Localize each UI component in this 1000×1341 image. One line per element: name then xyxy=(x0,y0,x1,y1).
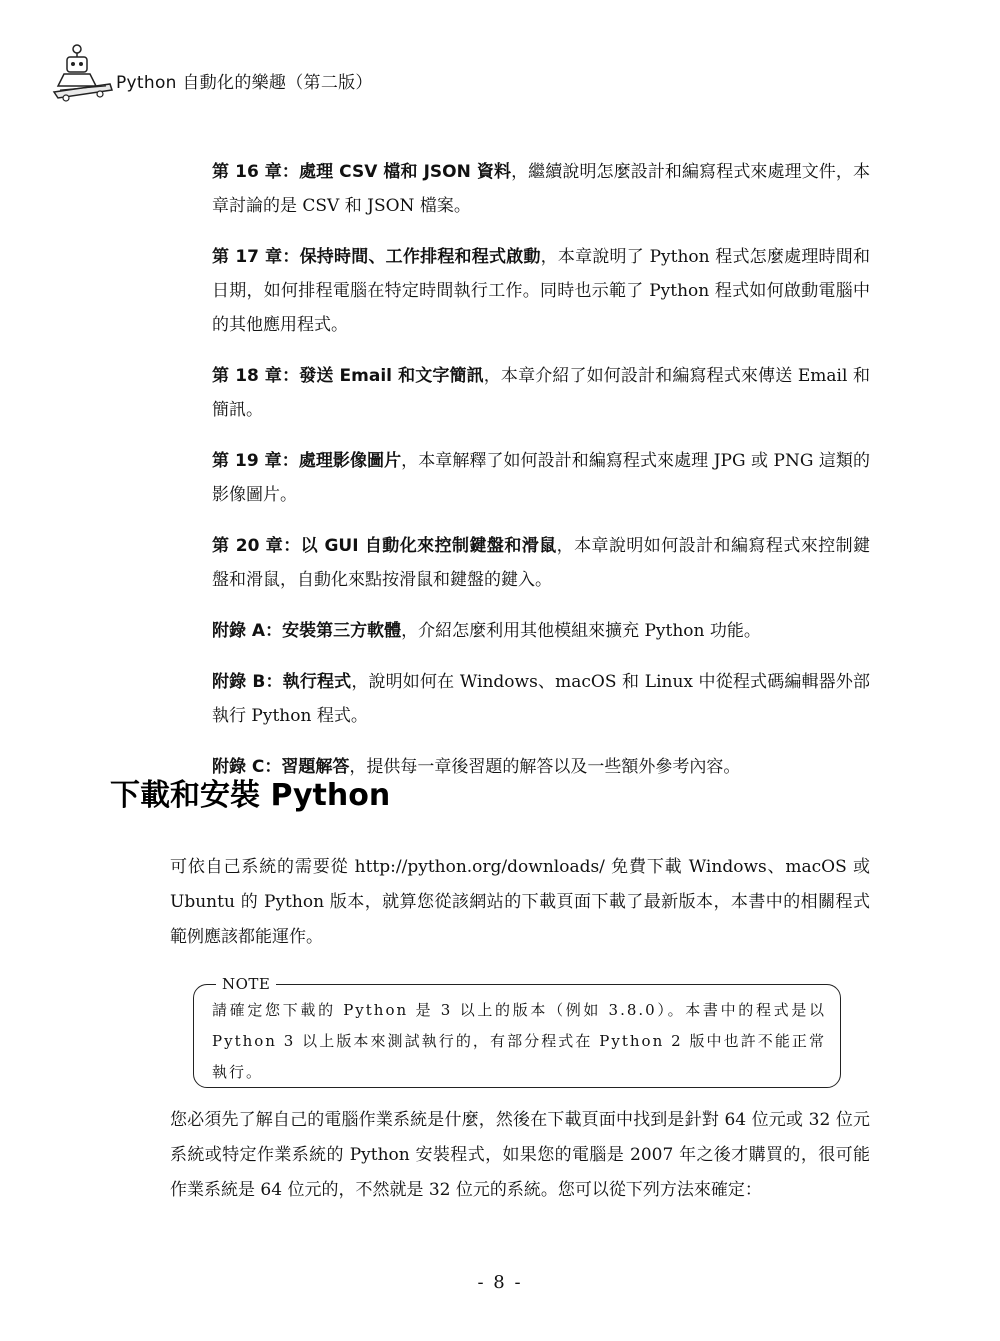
appendix-description: ，提供每一章後習題的解答以及一些額外參考內容。 xyxy=(349,757,741,777)
chapter-entry-16 xyxy=(212,155,870,223)
section-heading: 下載和安裝 Python xyxy=(110,778,391,813)
chapter-entry-18 xyxy=(212,359,870,427)
page-number: - 8 - xyxy=(477,1272,523,1293)
note-box xyxy=(193,975,841,1088)
note-text: 請確定您下載的 Python 是 3 以上的版本（例如 3.8.0）。本書中的程式是以 Python 3 以上版本來測試執行的，有部分程式在 Python 2 版中也許不能正常執行。 xyxy=(212,1001,826,1081)
chapter-heading: 第 19 章：處理影像圖片 xyxy=(212,451,402,471)
body-paragraph: 您必須先了解自己的電腦作業系統是什麼，然後在下載頁面中找到是針對 64 位元或 32 位元系統或特定作業系統的 Python 安裝程式，如果您的電腦是 2007 年之後才購買的，很可能作業系統是 64 位元的，不然就是 32 位元的系統。您可以從下列方法來確定： xyxy=(170,1110,870,1200)
chapter-description: ，本章解釋了如何設計和編寫程式來處理 JPG 或 PNG 這類的影像圖片。 xyxy=(212,451,870,505)
chapter-entry-17 xyxy=(212,240,870,342)
chapter-heading: 第 17 章：保持時間、工作排程和程式啟動 xyxy=(212,247,541,267)
intro-paragraph: 可依自己系統的需要從 http://python.org/downloads/ 免費下載 Windows、macOS 或 Ubuntu 的 Python 版本，就算您從該網站的下載頁面下載了最新版本，本書中的相關程式範例應該都能運作。 xyxy=(170,857,870,947)
chapter-entry-20 xyxy=(212,529,870,597)
appendix-entry-a xyxy=(212,614,870,648)
chapter-description: ，本章說明了 Python 程式怎麼處理時間和日期，如何排程電腦在特定時間執行工作。同時也示範了 Python 程式如何啟動電腦中的其他應用程式。 xyxy=(212,247,870,335)
appendix-description: ，說明如何在 Windows、macOS 和 Linux 中從程式碼編輯器外部執行 Python 程式。 xyxy=(212,672,870,726)
robot-mascot-logo-icon xyxy=(50,40,120,104)
chapter-entry-19 xyxy=(212,444,870,512)
chapter-list xyxy=(212,138,870,796)
page-header xyxy=(50,40,950,110)
appendix-heading: 附錄 A：安裝第三方軟體 xyxy=(212,621,402,641)
chapter-description: ，本章介紹了如何設計和編寫程式來傳送 Email 和簡訊。 xyxy=(212,366,870,420)
chapter-description: ，本章說明如何設計和編寫程式來控制鍵盤和滑鼠，自動化來點按滑鼠和鍵盤的鍵入。 xyxy=(212,536,870,590)
appendix-entry-b xyxy=(212,665,870,733)
appendix-description: ，介紹怎麼利用其他模組來擴充 Python 功能。 xyxy=(401,621,761,641)
chapter-heading: 第 20 章：以 GUI 自動化來控制鍵盤和滑鼠 xyxy=(212,536,557,556)
book-title: Python 自動化的樂趣（第二版） xyxy=(116,73,373,93)
appendix-heading: 附錄 B：執行程式 xyxy=(212,672,352,692)
appendix-heading: 附錄 C：習題解答 xyxy=(212,757,350,777)
chapter-description: ，繼續說明怎麼設計和編寫程式來處理文件，本章討論的是 CSV 和 JSON 檔案。 xyxy=(212,162,870,216)
chapter-heading: 第 16 章：處理 CSV 檔和 JSON 資料 xyxy=(212,162,512,182)
note-label: NOTE xyxy=(216,974,276,994)
chapter-heading: 第 18 章：發送 Email 和文字簡訊 xyxy=(212,366,484,386)
